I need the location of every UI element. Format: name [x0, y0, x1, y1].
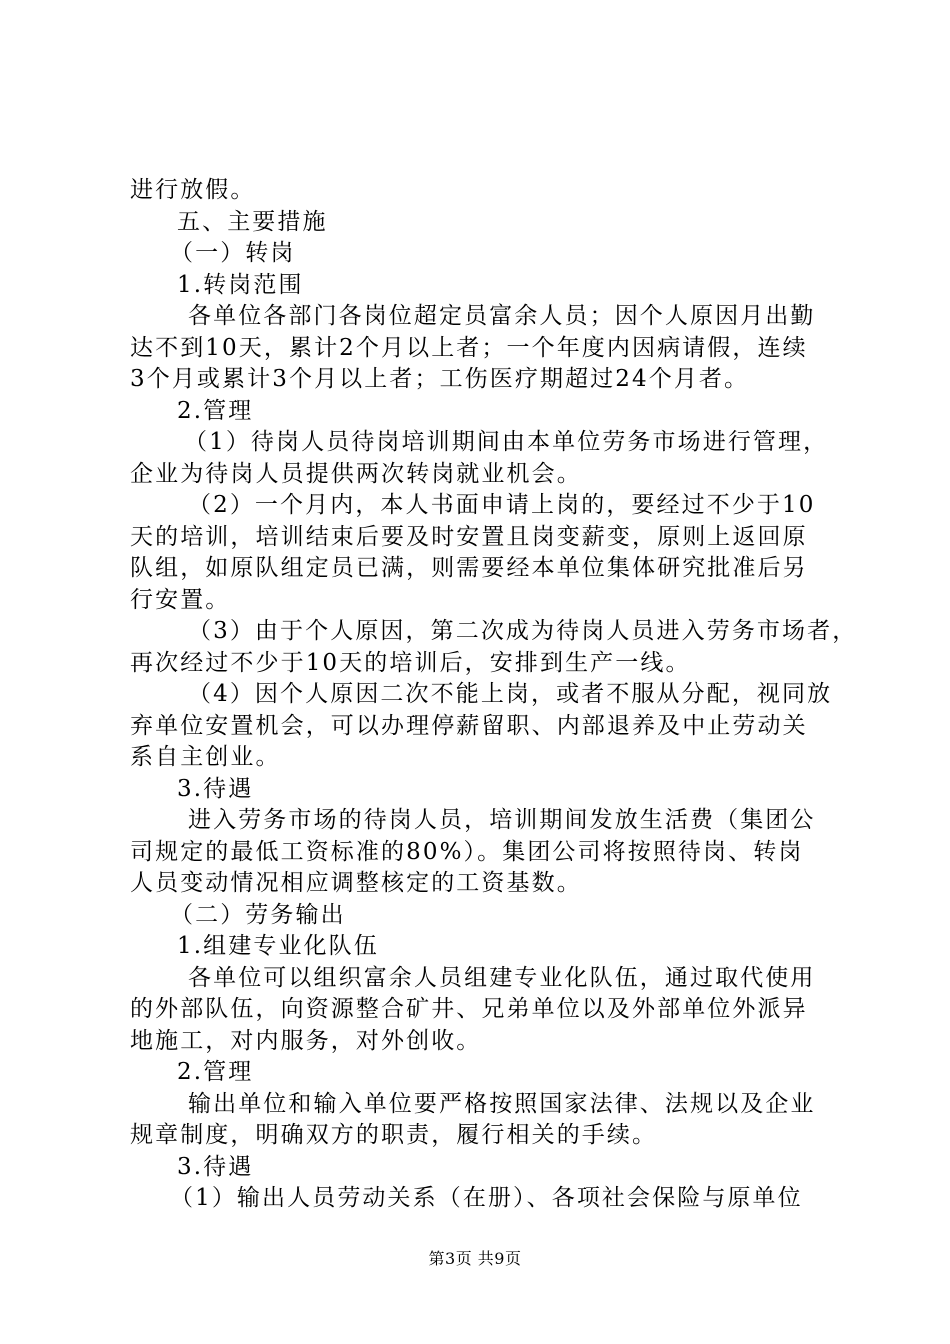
text-line: 人员变动情况相应调整核定的工资基数。	[130, 870, 582, 896]
text-line: （2）一个月内，本人书面申请上岗的，要经过不少于10	[188, 492, 816, 518]
item-heading: 1.组建专业化队伍	[177, 933, 379, 959]
text-line: 司规定的最低工资标准的80%）。集团公司将按照待岗、转岗	[130, 838, 804, 865]
item-heading: 1.转岗范围	[177, 271, 304, 298]
text-line: 队组，如原队组定员已满，则需要经本单位集体研究批准后另	[130, 555, 808, 581]
text-line: 各单位可以组织富余人员组建专业化队伍，通过取代使用	[188, 964, 816, 991]
text-line: 各单位各部门各岗位超定员富余人员；因个人原因月出勤	[188, 303, 816, 329]
text-line: 进入劳务市场的待岗人员，培训期间发放生活费（集团公	[188, 807, 816, 833]
text-line: 的外部队伍，向资源整合矿井、兄弟单位以及外部单位外派异	[130, 996, 808, 1022]
item-heading: 2.管理	[177, 397, 254, 424]
text-line: 再次经过不少于10天的培训后，安排到生产一线。	[130, 649, 691, 676]
text-line: 天的培训，培训结束后要及时安置且岗变薪变，原则上返回原	[130, 523, 808, 550]
text-line: 达不到10天，累计2个月以上者；一个年度内因病请假，连续	[130, 334, 808, 361]
text-line: （1）待岗人员待岗培训期间由本单位劳务市场进行管理，	[184, 429, 829, 455]
item-heading: 2.管理	[177, 1059, 254, 1085]
text-line: （4）因个人原因二次不能上岗，或者不服从分配，视同放	[188, 681, 833, 707]
text-line: 规章制度，明确双方的职责，履行相关的手续。	[130, 1122, 658, 1148]
text-line: （3）由于个人原因，第二次成为待岗人员进入劳务市场者，	[188, 618, 858, 644]
text-line: 3个月或累计3个月以上者；工伤医疗期超过24个月者。	[130, 366, 750, 392]
body-text	[130, 175, 858, 1215]
page-footer: 第3页 共9页	[428, 1249, 522, 1268]
subsection-heading: （二）劳务输出	[170, 901, 346, 928]
text-line: 行安置。	[130, 586, 231, 613]
item-heading: 3.待遇	[177, 775, 254, 802]
text-line: 企业为待岗人员提供两次转岗就业机会。	[130, 460, 582, 487]
text-line: 进行放假。	[130, 177, 256, 203]
text-line: 系自主创业。	[130, 744, 281, 770]
section-heading: 五、主要措施	[177, 208, 328, 235]
text-line: （1）输出人员劳动关系（在册）、各项社会保险与原单位	[170, 1185, 803, 1211]
item-heading: 3.待遇	[177, 1153, 254, 1180]
text-line: 输出单位和输入单位要严格按照国家法律、法规以及企业	[188, 1090, 816, 1117]
subsection-heading: （一）转岗	[170, 240, 296, 266]
text-line: 地施工，对内服务，对外创收。	[130, 1027, 482, 1054]
text-line: 弃单位安置机会，可以办理停薪留职、内部退养及中止劳动关	[130, 712, 808, 739]
